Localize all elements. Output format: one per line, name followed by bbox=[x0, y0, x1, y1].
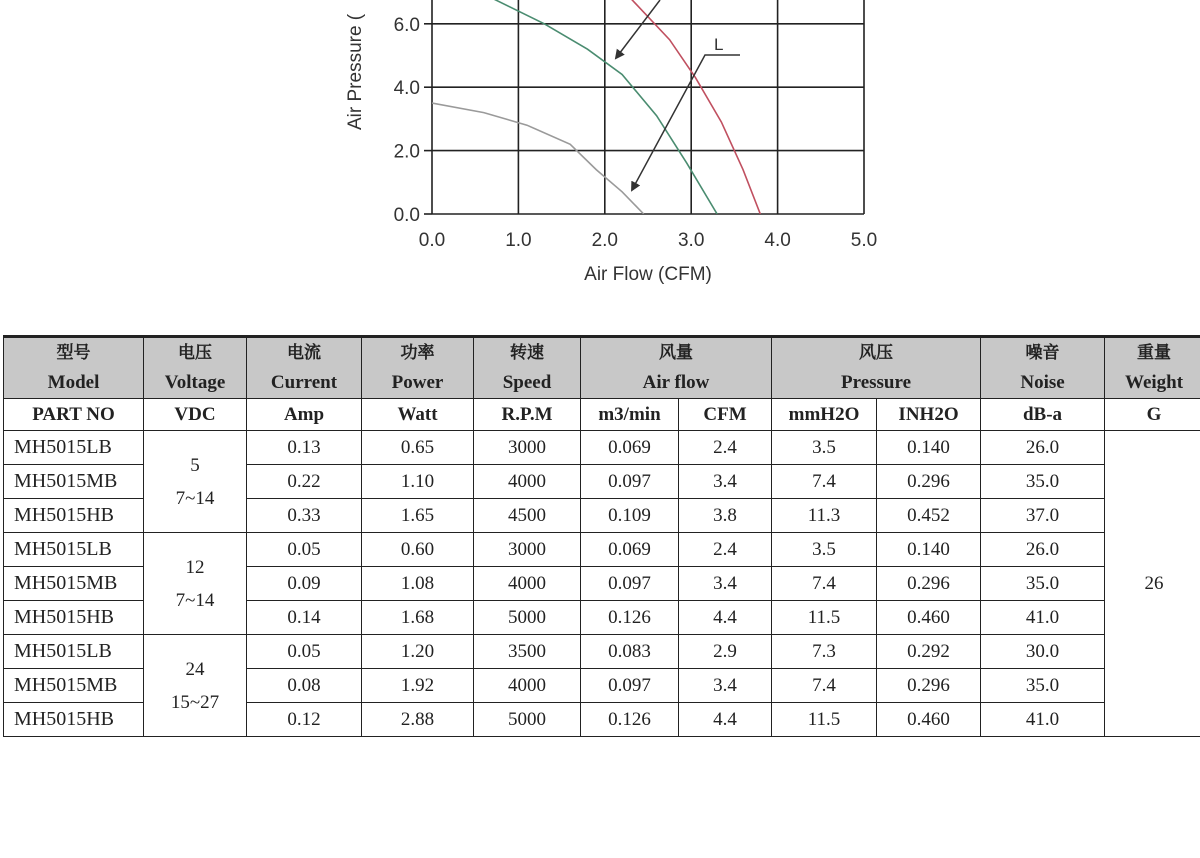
value-cell: 7.4 bbox=[772, 567, 877, 601]
header-voltage: 电压 Voltage bbox=[144, 337, 247, 399]
value-cell: 1.10 bbox=[362, 465, 474, 499]
chart-axes bbox=[394, 15, 878, 251]
x-tick-label: 1.0 bbox=[505, 230, 532, 251]
pq-curve-chart bbox=[0, 0, 1200, 300]
value-cell: 3.8 bbox=[679, 499, 772, 533]
value-cell: 0.460 bbox=[877, 601, 981, 635]
value-cell: 0.296 bbox=[877, 669, 981, 703]
value-cell: 0.296 bbox=[877, 567, 981, 601]
value-cell: 4500 bbox=[474, 499, 581, 533]
model-cell: MH5015LB bbox=[4, 533, 144, 567]
value-cell: 2.88 bbox=[362, 703, 474, 737]
value-cell: 3.5 bbox=[772, 533, 877, 567]
value-cell: 0.08 bbox=[247, 669, 362, 703]
value-cell: 11.3 bbox=[772, 499, 877, 533]
value-cell: 4000 bbox=[474, 465, 581, 499]
unit-cell: G bbox=[1105, 399, 1200, 431]
value-cell: 30.0 bbox=[981, 635, 1105, 669]
value-cell: 0.097 bbox=[581, 669, 679, 703]
value-cell: 0.14 bbox=[247, 601, 362, 635]
series-curve-l bbox=[432, 103, 644, 214]
value-cell: 7.4 bbox=[772, 465, 877, 499]
chart-annotations bbox=[616, 0, 740, 190]
value-cell: 0.109 bbox=[581, 499, 679, 533]
unit-cell: VDC bbox=[144, 399, 247, 431]
value-cell: 4000 bbox=[474, 669, 581, 703]
value-cell: 5000 bbox=[474, 601, 581, 635]
x-tick-label: 5.0 bbox=[850, 230, 878, 251]
voltage-range: 15~27 bbox=[170, 691, 220, 713]
unit-cell: Amp bbox=[247, 399, 362, 431]
value-cell: 1.92 bbox=[362, 669, 474, 703]
model-cell: MH5015HB bbox=[4, 499, 144, 533]
units-row bbox=[4, 399, 1200, 431]
value-cell: 7.3 bbox=[772, 635, 877, 669]
unit-cell: R.P.M bbox=[474, 399, 581, 431]
series-curve-h bbox=[588, 0, 761, 214]
value-cell: 4.4 bbox=[679, 703, 772, 737]
value-cell: 0.22 bbox=[247, 465, 362, 499]
value-cell: 26.0 bbox=[981, 431, 1105, 465]
y-tick-label: 2.0 bbox=[393, 141, 420, 163]
value-cell: 11.5 bbox=[772, 601, 877, 635]
value-cell: 11.5 bbox=[772, 703, 877, 737]
value-cell: 0.13 bbox=[247, 431, 362, 465]
callout-arrow-upper bbox=[616, 0, 660, 58]
value-cell: 0.126 bbox=[581, 703, 679, 737]
value-cell: 1.20 bbox=[362, 635, 474, 669]
value-cell: 2.9 bbox=[679, 635, 772, 669]
value-cell: 3500 bbox=[474, 635, 581, 669]
model-cell: MH5015LB bbox=[4, 431, 144, 465]
fan-spec-table bbox=[3, 335, 1200, 737]
value-cell: 35.0 bbox=[981, 669, 1105, 703]
y-tick-label: 0.0 bbox=[393, 205, 420, 226]
y-tick-label: 4.0 bbox=[393, 78, 420, 100]
callout-leader-l bbox=[632, 55, 740, 190]
value-cell: 41.0 bbox=[981, 703, 1105, 737]
header-current: 电流 Current bbox=[247, 337, 362, 399]
value-cell: 0.05 bbox=[247, 533, 362, 567]
value-cell: 3.4 bbox=[679, 567, 772, 601]
value-cell: 0.452 bbox=[877, 499, 981, 533]
value-cell: 0.12 bbox=[247, 703, 362, 737]
voltage-cell bbox=[144, 635, 247, 737]
value-cell: 0.083 bbox=[581, 635, 679, 669]
annotation-l: L bbox=[714, 35, 724, 54]
unit-cell: Watt bbox=[362, 399, 474, 431]
table-row bbox=[4, 431, 1200, 465]
y-axis-title: Air Pressure ( bbox=[345, 13, 366, 130]
value-cell: 37.0 bbox=[981, 499, 1105, 533]
header-model: 型号 Model bbox=[4, 337, 144, 399]
header-row bbox=[4, 337, 1200, 399]
value-cell: 0.292 bbox=[877, 635, 981, 669]
value-cell: 1.08 bbox=[362, 567, 474, 601]
value-cell: 0.097 bbox=[581, 567, 679, 601]
value-cell: 4.4 bbox=[679, 601, 772, 635]
chart-grid bbox=[432, 0, 864, 214]
model-cell: MH5015LB bbox=[4, 635, 144, 669]
model-cell: MH5015MB bbox=[4, 567, 144, 601]
header-weight: 重量 Weight bbox=[1105, 337, 1200, 399]
value-cell: 1.68 bbox=[362, 601, 474, 635]
header-speed: 转速 Speed bbox=[474, 337, 581, 399]
model-cell: MH5015HB bbox=[4, 703, 144, 737]
value-cell: 1.65 bbox=[362, 499, 474, 533]
chart-series bbox=[432, 0, 760, 214]
value-cell: 26.0 bbox=[981, 533, 1105, 567]
model-cell: MH5015HB bbox=[4, 601, 144, 635]
table-body bbox=[4, 431, 1200, 737]
unit-cell: mmH2O bbox=[772, 399, 877, 431]
value-cell: 0.05 bbox=[247, 635, 362, 669]
value-cell: 0.140 bbox=[877, 533, 981, 567]
value-cell: 0.097 bbox=[581, 465, 679, 499]
x-tick-label: 0.0 bbox=[418, 230, 446, 251]
header-power: 功率 Power bbox=[362, 337, 474, 399]
value-cell: 4000 bbox=[474, 567, 581, 601]
y-tick-label: 6.0 bbox=[393, 14, 420, 36]
value-cell: 35.0 bbox=[981, 465, 1105, 499]
value-cell: 0.140 bbox=[877, 431, 981, 465]
unit-cell: m3/min bbox=[581, 399, 679, 431]
voltage-cell bbox=[144, 533, 247, 635]
unit-cell: dB-a bbox=[981, 399, 1105, 431]
value-cell: 0.296 bbox=[877, 465, 981, 499]
value-cell: 3.5 bbox=[772, 431, 877, 465]
value-cell: 0.460 bbox=[877, 703, 981, 737]
voltage-rated: 12 bbox=[185, 556, 205, 578]
value-cell: 0.126 bbox=[581, 601, 679, 635]
weight-cell: 26 bbox=[1105, 431, 1200, 737]
unit-cell: CFM bbox=[679, 399, 772, 431]
voltage-cell bbox=[144, 431, 247, 533]
value-cell: 0.33 bbox=[247, 499, 362, 533]
value-cell: 0.60 bbox=[362, 533, 474, 567]
table-row bbox=[4, 533, 1200, 567]
x-tick-label: 3.0 bbox=[677, 230, 705, 251]
value-cell: 35.0 bbox=[981, 567, 1105, 601]
x-tick-label: 2.0 bbox=[591, 230, 619, 251]
model-cell: MH5015MB bbox=[4, 465, 144, 499]
value-cell: 0.069 bbox=[581, 533, 679, 567]
header-pressure: 风压 Pressure bbox=[772, 337, 981, 399]
voltage-rated: 5 bbox=[190, 454, 200, 476]
value-cell: 5000 bbox=[474, 703, 581, 737]
voltage-range: 7~14 bbox=[175, 487, 215, 509]
value-cell: 0.069 bbox=[581, 431, 679, 465]
table-row bbox=[4, 635, 1200, 669]
voltage-rated: 24 bbox=[185, 658, 205, 680]
header-air-flow: 风量 Air flow bbox=[581, 337, 772, 399]
value-cell: 3000 bbox=[474, 533, 581, 567]
voltage-range: 7~14 bbox=[175, 589, 215, 611]
unit-cell: PART NO bbox=[4, 399, 144, 431]
header-noise: 噪音 Noise bbox=[981, 337, 1105, 399]
value-cell: 41.0 bbox=[981, 601, 1105, 635]
value-cell: 3.4 bbox=[679, 465, 772, 499]
value-cell: 3000 bbox=[474, 431, 581, 465]
value-cell: 0.65 bbox=[362, 431, 474, 465]
value-cell: 2.4 bbox=[679, 431, 772, 465]
value-cell: 2.4 bbox=[679, 533, 772, 567]
x-tick-label: 4.0 bbox=[764, 230, 791, 251]
value-cell: 3.4 bbox=[679, 669, 772, 703]
model-cell: MH5015MB bbox=[4, 669, 144, 703]
x-axis-title: Air Flow (CFM) bbox=[584, 264, 712, 285]
unit-cell: INH2O bbox=[877, 399, 981, 431]
value-cell: 0.09 bbox=[247, 567, 362, 601]
value-cell: 7.4 bbox=[772, 669, 877, 703]
